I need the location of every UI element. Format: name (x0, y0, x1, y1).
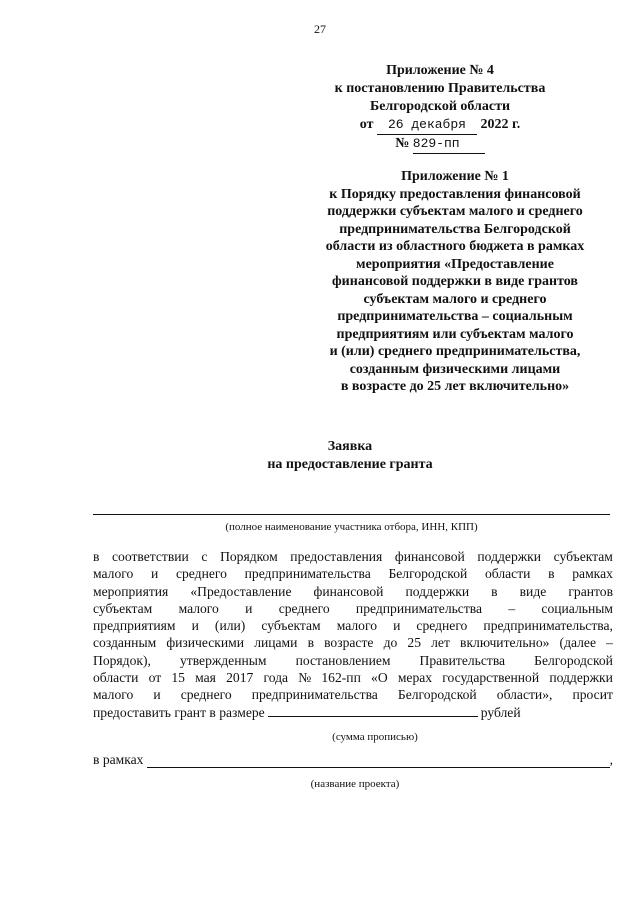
body-word: среднего (416, 618, 468, 634)
body-word: и (191, 618, 199, 634)
body-word: (далее (559, 635, 596, 651)
appendix-1-line: предпринимательства – социальным (337, 309, 573, 324)
body-line (93, 652, 613, 669)
body-word: в (93, 549, 100, 564)
body-word: социальным (541, 600, 613, 616)
body-word: среднего (180, 687, 232, 703)
appendix-1-line: созданным физическими лицами (349, 361, 561, 377)
body-word: Порядок), (93, 652, 151, 668)
appendix-4-block (300, 62, 580, 154)
number-value: 829-пп (413, 135, 485, 154)
body-word: поддержки (549, 670, 613, 686)
body-word: мая (195, 670, 216, 686)
grant-amount-prefix: предоставить грант в размере (93, 704, 265, 720)
appendix-1-line: к Порядку предоставления финансовой (329, 186, 581, 202)
body-word: 2017 (226, 670, 254, 686)
body-word: – (508, 600, 516, 616)
body-word: среднего (175, 566, 227, 582)
body-word: и (393, 618, 401, 634)
date-value: 26 декабря (377, 116, 477, 135)
body-word: среднего (278, 600, 330, 616)
body-word: и (150, 566, 159, 582)
body-word: предприятиям (93, 618, 176, 634)
body-word: малого (336, 618, 377, 634)
body-word: рамках (572, 566, 613, 582)
body-word: 25 (407, 635, 422, 651)
body-word: Белгородской (397, 687, 477, 703)
body-word: в (307, 635, 314, 651)
body-word: постановлением (295, 652, 391, 668)
appendix-4-line: Белгородской области (369, 99, 511, 114)
body-word: малого (93, 687, 134, 703)
appendix-4-title: Приложение № 4 (386, 63, 494, 78)
body-word: области», (496, 687, 553, 703)
appendix-4-date: от 26 декабря 2022 г. (300, 116, 580, 135)
appendix-1-line: поддержки субъектам малого и среднего (327, 204, 583, 219)
amount-caption: (сумма прописью) (332, 731, 418, 743)
appendix-1-line: и (или) среднего предпринимательства, (329, 344, 581, 359)
body-word: № (298, 670, 312, 686)
project-name-line[interactable] (147, 755, 609, 768)
document-title: Заявка (327, 439, 373, 454)
body-line (93, 634, 613, 651)
body-word: поддержки (477, 549, 542, 564)
body-word: виде (519, 583, 547, 599)
body-word: предоставления (290, 549, 383, 564)
grant-amount-field[interactable] (268, 704, 478, 717)
body-word: возрасте (324, 635, 374, 651)
participant-name-line[interactable] (93, 514, 610, 515)
body-word: области (484, 566, 531, 582)
body-word: поддержки (405, 583, 470, 599)
body-word: и (153, 687, 161, 703)
body-word: лет (431, 635, 450, 651)
body-word: предпринимательства (251, 687, 378, 703)
body-line (93, 583, 613, 600)
body-word: «О (371, 670, 388, 686)
body-word: соответствии (112, 549, 189, 564)
body-word: в (491, 583, 498, 599)
body-word: – (606, 635, 613, 651)
body-last-line (93, 704, 613, 721)
body-word: года (263, 670, 289, 686)
body-line (93, 669, 613, 686)
body-word: области (93, 670, 139, 686)
body-word: физическими (166, 635, 245, 651)
page-number: 27 (314, 22, 326, 36)
appendix-1-line: субъектам малого и среднего (363, 291, 547, 307)
body-word: в (548, 566, 555, 582)
body-word: субъектам (261, 618, 321, 634)
body-word: предпринимательства (355, 600, 483, 616)
appendix-1-line: в возрасте до 25 лет включительно» (340, 379, 570, 394)
body-word: грантов (568, 583, 613, 599)
body-word: «Предоставление (190, 583, 292, 599)
participant-caption: (полное наименование участника отбора, ИНН, КПП) (225, 521, 478, 533)
body-word: от (148, 670, 162, 686)
body-word: и (245, 600, 253, 616)
body-word: Порядком (220, 549, 278, 564)
body-word: лицами (254, 635, 298, 651)
body-word: Правительства (419, 652, 506, 668)
document-subtitle: на предоставление гранта (267, 457, 433, 472)
appendix-1-line: области из областного бюджета в рамках (325, 239, 585, 254)
body-word: предпринимательства, (483, 618, 613, 634)
appendix-1-block (290, 168, 620, 396)
project-row-label: в рамках (93, 752, 144, 767)
body-word: 15 (171, 670, 185, 686)
body-word: финансовой (313, 583, 384, 599)
appendix-1-line: предпринимательства Белгородской (339, 221, 571, 237)
body-word: с (201, 549, 208, 564)
body-line (93, 548, 613, 565)
body-word: 162-пп (321, 670, 361, 686)
body-word: субъектам (93, 600, 153, 616)
body-line (93, 617, 613, 634)
body-line (93, 686, 613, 703)
body-word: мероприятия (93, 583, 169, 599)
body-word: государственной (442, 670, 540, 686)
appendix-4-number: № 829-пп (300, 135, 580, 154)
body-word: субъектам (553, 549, 613, 564)
body-word: Белгородской (388, 566, 468, 582)
document-heading (0, 438, 640, 474)
body-word: включительно» (460, 635, 550, 651)
grant-amount-suffix: рублей (480, 704, 521, 720)
appendix-1-line: предприятиям или субъектам малого (336, 326, 574, 342)
project-caption: (название проекта) (310, 778, 400, 790)
application-body (93, 548, 613, 721)
body-line (93, 565, 613, 582)
appendix-1-line: мероприятия «Предоставление (356, 256, 554, 272)
appendix-1-title: Приложение № 1 (401, 169, 509, 184)
body-line (93, 600, 613, 617)
body-word: мерах (397, 670, 433, 686)
body-word: предпринимательства (244, 566, 371, 582)
body-word: до (383, 635, 398, 651)
project-row (93, 752, 613, 768)
appendix-1-line: финансовой поддержки в виде грантов (332, 274, 578, 289)
body-word: (или) (214, 618, 246, 634)
body-word: созданным (93, 635, 157, 651)
body-word: утвержденным (179, 652, 267, 668)
body-word: финансовой (394, 549, 465, 564)
body-word: просит (572, 687, 613, 703)
body-word: Белгородской (534, 652, 613, 668)
body-word: малого (93, 566, 134, 582)
project-row-end: , (609, 752, 613, 767)
body-word: малого (178, 600, 219, 616)
appendix-4-line: к постановлению Правительства (334, 81, 546, 96)
